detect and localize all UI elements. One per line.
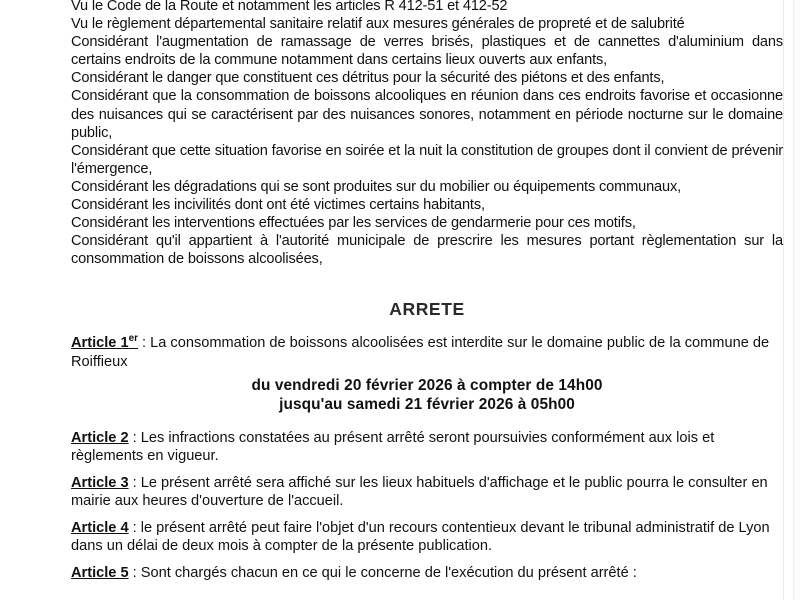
article-block-5 [71, 564, 783, 582]
article-text-2: Les infractions constatées au présent arrêté seront poursuivies conformément aux lois et règlements en vigueur. [71, 429, 715, 464]
article-text-3: Le présent arrêté sera affiché sur les lieux habituels d'affichage et le public pourra le consulter en mairie aux heures d'ouverture de l'accueil. [71, 474, 768, 509]
spacer [71, 415, 783, 429]
arrete-heading: ARRETE [389, 299, 465, 320]
spacer [71, 510, 783, 519]
recital-line: Considérant les incivilités dont ont été victimes certains habitants, [71, 197, 485, 214]
recital-line: Considérant le danger que constituent ces détritus pour la sécurité des piétons et des enfants, [71, 70, 665, 87]
article-separator: : [128, 565, 141, 582]
article-label-4: Article 4 [71, 519, 129, 536]
article-text-4: le présent arrêté peut faire l'objet d'un recours contentieux devant le tribunal administratif de Lyon dans un délai de deux mois à compter de la présente publication. [71, 519, 770, 555]
article-label-2: Article 2 [71, 429, 129, 446]
article-label-1 [71, 335, 138, 351]
scan-edge-line [783, 0, 784, 600]
article-label-3: Article 3 [71, 474, 129, 491]
recital-line: Considérant qu'il appartient à l'autorité municipale de prescrire les mesures portant règlementation sur la consommation de boissons alcoolisées, [71, 233, 783, 268]
article-block-3 [71, 474, 783, 510]
article-block-4 [71, 519, 783, 555]
recital-line: Considérant les interventions effectuées par les services de gendarmerie pour ces motifs, [71, 215, 636, 232]
article-text-1: La consommation de boissons alcoolisées est interdite sur le domaine public de la commune de Roiffieux [71, 335, 770, 370]
recital-line: Considérant les dégradations qui se sont produites sur du mobilier ou équipements communaux, [71, 178, 682, 195]
article-label-text: Article 1 [71, 335, 129, 352]
article-block-2 [71, 429, 783, 465]
article-label-superscript: er [128, 333, 138, 345]
recital-line: Considérant l'augmentation de ramassage de verres brisés, plastiques et de cannettes d'aluminium dans certains endroits de la commune notamment dans certains lieux ouverts aux enfants, [71, 34, 783, 69]
recitals-block [71, 0, 783, 268]
recital-line: Vu le Code de la Route et notamment les articles R 412-51 et 412-52 [71, 0, 508, 14]
article-separator: : [128, 519, 141, 536]
spacer [71, 555, 783, 564]
recital-line: Considérant que cette situation favorise en soirée et la nuit la constitution de groupes dont il convient de prévenir l'émergence, [71, 142, 783, 177]
scan-page-margin [793, 0, 800, 600]
article-separator: : [128, 474, 141, 491]
spacer [71, 465, 783, 474]
interdiction-period-line-1: du vendredi 20 février 2026 à compter de 14h00 [251, 376, 603, 394]
document-text-body [71, 0, 783, 582]
recital-line: Considérant que la consommation de boissons alcooliques en réunion dans ces endroits favorise et occasionne des nuisances qui se caractérisent par des nuisances sonores, notamment en période nocturne sur le domaine public, [71, 88, 783, 141]
article-text-5: Sont chargés chacun en ce qui le concerne de l'exécution du présent arrêté : [140, 565, 637, 582]
article-label-5: Article 5 [71, 565, 129, 582]
interdiction-period-line-2: jusqu'au samedi 21 février 2026 à 05h00 [279, 396, 575, 414]
recital-line: Vu le règlement départemental sanitaire relatif aux mesures générales de propreté et de salubrité [71, 16, 685, 33]
article-block-1 [71, 334, 783, 370]
article-separator: : [137, 335, 151, 352]
article-separator: : [128, 429, 141, 446]
spacer [71, 320, 783, 334]
